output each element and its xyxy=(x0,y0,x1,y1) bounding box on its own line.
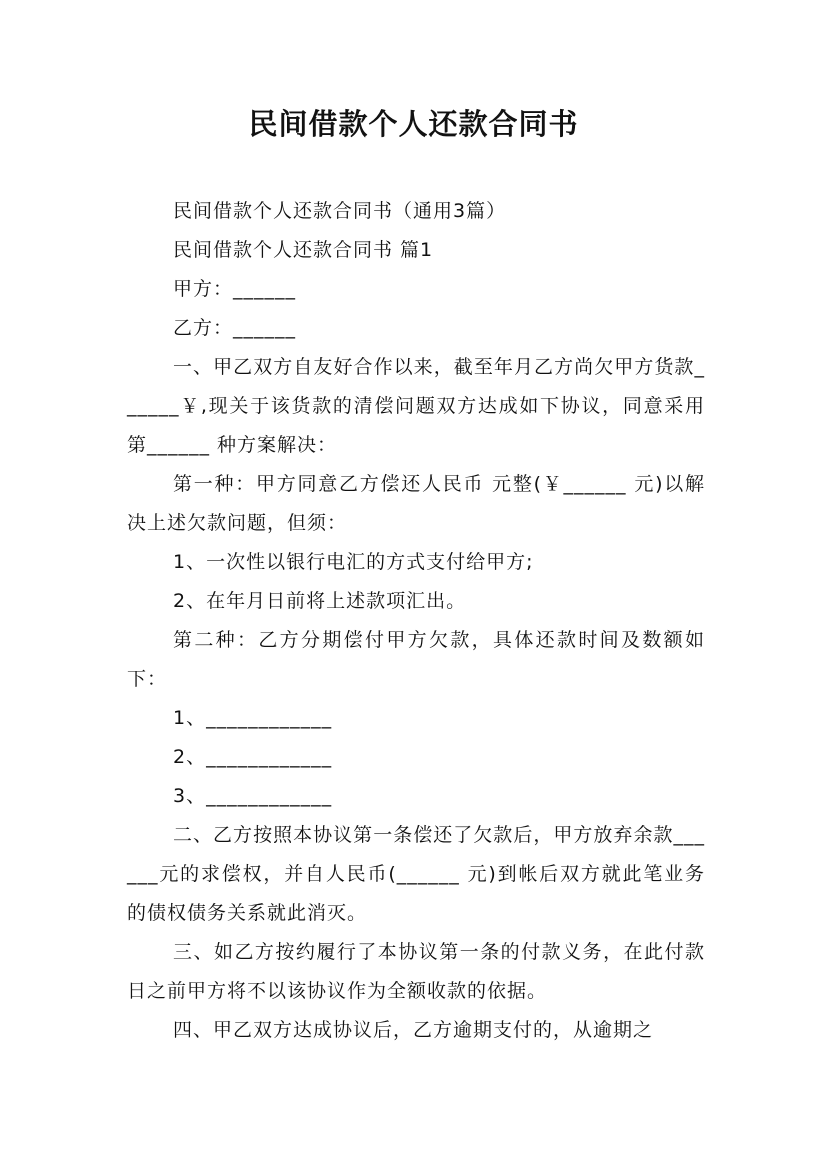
paragraph: 1、____________ xyxy=(173,707,333,729)
paragraph: 民间借款个人还款合同书（通用3篇） xyxy=(173,200,507,222)
paragraph: 三、如乙方按约履行了本协议第一条的付款义务，在此付款日之前甲方将不以该协议作为全额收款的依据。 xyxy=(127,941,705,1002)
paragraph: 民间借款个人还款合同书 篇1 xyxy=(173,239,434,261)
paragraph: 乙方：______ xyxy=(173,317,297,339)
paragraph: 四、甲乙双方达成协议后，乙方逾期支付的，从逾期之 xyxy=(173,1019,654,1041)
paragraph: 2、____________ xyxy=(173,746,333,768)
paragraph: 2、在年月日前将上述款项汇出。 xyxy=(173,590,467,612)
paragraph: 一、甲乙双方自友好合作以来，截至年月乙方尚欠甲方货款______￥,现关于该货款的清偿问题双方达成如下协议，同意采用第______ 种方案解决： xyxy=(127,356,705,456)
document-body xyxy=(127,192,705,1050)
paragraph: 甲方：______ xyxy=(173,278,297,300)
paragraph: 1、一次性以银行电汇的方式支付给甲方; xyxy=(173,551,534,573)
paragraph: 第二种：乙方分期偿付甲方欠款，具体还款时间及数额如下： xyxy=(127,629,705,690)
paragraph: 二、乙方按照本协议第一条偿还了欠款后，甲方放弃余款______元的求偿权，并自人民币(______ 元)到帐后双方就此笔业务的债权债务关系就此消灭。 xyxy=(127,824,705,924)
paragraph: 3、____________ xyxy=(173,785,333,807)
paragraph: 第一种：甲方同意乙方偿还人民币 元整(￥______ 元)以解决上述欠款问题，但须： xyxy=(127,473,705,534)
document-title: 民间借款个人还款合同书 xyxy=(248,107,579,141)
